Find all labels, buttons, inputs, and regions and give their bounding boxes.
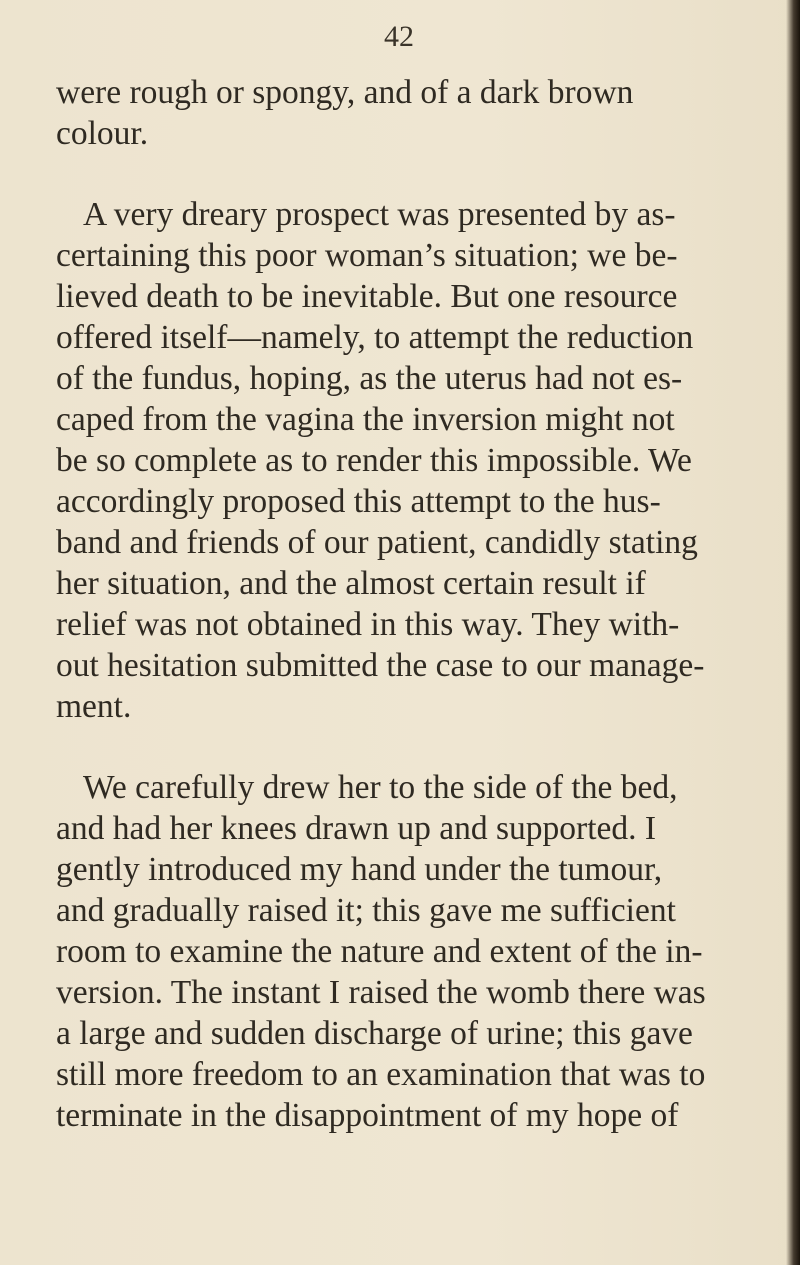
paragraph-gap [56, 154, 716, 194]
text-line: a large and sudden discharge of urine; this gave [56, 1015, 693, 1052]
text-line: gently introduced my hand under the tumour, [56, 851, 663, 888]
text-line: were rough or spongy, and of a dark brown [56, 74, 634, 111]
page-number: 42 [384, 20, 414, 53]
page-binding-edge [786, 0, 800, 1265]
text-line: still more freedom to an examination that was to [56, 1056, 706, 1093]
text-line: relief was not obtained in this way. They with- [56, 606, 680, 643]
text-line: offered itself—namely, to attempt the reduction [56, 319, 694, 356]
text-line: be so complete as to render this impossible. We [56, 442, 692, 479]
body-text [56, 72, 716, 1136]
text-line: of the fundus, hoping, as the uterus had not es- [56, 360, 683, 397]
text-line: accordingly proposed this attempt to the hus- [56, 483, 661, 520]
text-line: room to examine the nature and extent of the in- [56, 933, 703, 970]
text-line: version. The instant I raised the womb there was [56, 974, 706, 1011]
paragraph-3 [56, 767, 716, 1136]
paragraph-1 [56, 72, 716, 154]
text-line: ment. [56, 688, 132, 725]
text-line: lieved death to be inevitable. But one resource [56, 278, 678, 315]
text-line: her situation, and the almost certain result if [56, 565, 646, 602]
text-line: We carefully drew her to the side of the bed, [83, 769, 678, 806]
text-line: caped from the vagina the inversion might not [56, 401, 675, 438]
paragraph-gap [56, 727, 716, 767]
text-line: and gradually raised it; this gave me sufficient [56, 892, 676, 929]
text-line: colour. [56, 115, 149, 152]
text-line: certaining this poor woman’s situation; we be- [56, 237, 678, 274]
text-line: A very dreary prospect was presented by as- [83, 196, 676, 233]
text-line: terminate in the disappointment of my hope of [56, 1097, 679, 1134]
text-line: and had her knees drawn up and supported. I [56, 810, 657, 847]
text-line: out hesitation submitted the case to our manage- [56, 647, 705, 684]
paragraph-2 [56, 194, 716, 727]
text-line: band and friends of our patient, candidly stating [56, 524, 698, 561]
